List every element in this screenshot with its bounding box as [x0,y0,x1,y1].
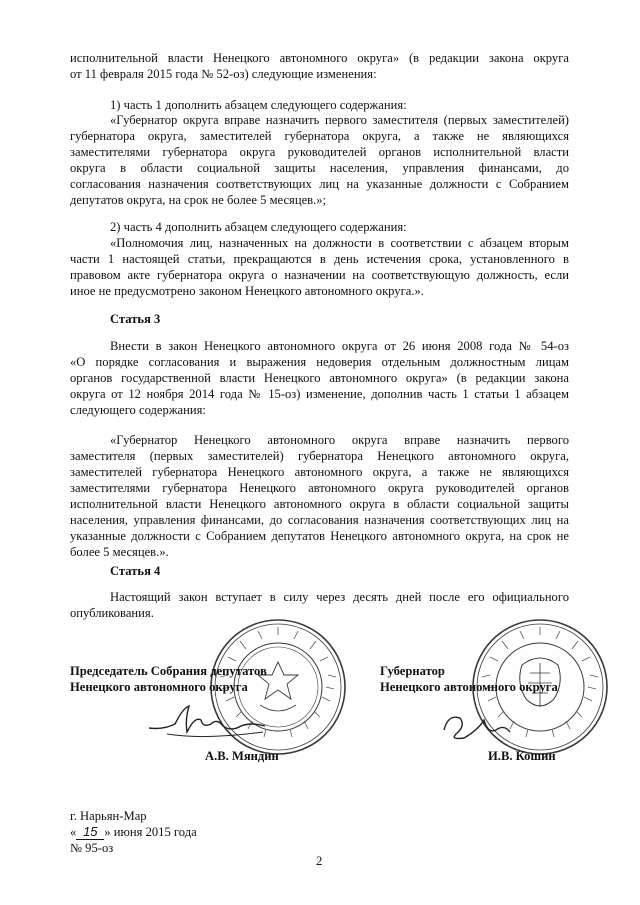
item1-line: депутатов округа, на срок не более 5 месяцев.»; [70,193,327,207]
left-signatory-name: А.В. Мяндин [205,749,279,763]
art3-quote-line: населения, управления финансами, до согласования назначения соответствующих лиц на [70,513,569,527]
item2-line: «Полномочия лиц, назначенных на должности в соответствии с абзацем вторым [110,236,569,250]
art3-line: органов государственной власти Ненецкого автономного округа» (в редакции закона [70,371,569,385]
item1-heading: 1) часть 1 дополнить абзацем следующего содержания: [110,98,407,112]
item1-line: заместителями губернатора округа руководителей органов исполнительной власти [70,145,569,159]
art3-line: «О порядке согласования и выражения недоверия отдельным должностным лицам [70,355,569,369]
item2-heading: 2) часть 4 дополнить абзацем следующего содержания: [110,220,407,234]
art3-quote-line: заместителями губернатора Ненецкого автономного округа руководителей органов [70,481,569,495]
item1-line: согласования назначения соответствующих лиц на указанные должности с Собранием [70,177,569,191]
art3-quote-line: заместителей губернатора Ненецкого автономного округа, а также не являющихся [70,465,569,479]
art3-line: Внести в закон Ненецкого автономного округа от 26 июня 2008 года № 54-оз [110,339,569,353]
art3-quote-line: более 5 месяцев.». [70,545,169,559]
art3-line: округа от 12 ноября 2014 года № 15-оз) изменение, дополнив часть 1 статьи 1 абзацем [70,387,569,401]
article-3-title: Статья 3 [110,312,161,326]
item2-line: правовом акте губернатора округа о назначении на соответствующую должность, если [70,268,569,282]
law-number: № 95-оз [70,841,114,855]
item1-line: округа в области социальной защиты населения, управления финансами, до [70,161,569,175]
article-4-title: Статья 4 [110,564,161,578]
right-signature [438,700,558,750]
place: г. Нарьян-Мар [70,809,147,823]
art3-quote-line: «Губернатор Ненецкого автономного округа вправе назначить первого [110,433,569,447]
left-signatory-title: Председатель Собрания депутатов [70,664,267,678]
art4-line: Настоящий закон вступает в силу через десять дней после его официального [110,590,569,604]
item2-line: части 1 настоящей статьи, прекращаются в день истечения срока, установленного в [70,252,569,266]
art3-quote-line: заместителя (первых заместителей) губернатора Ненецкого автономного округа, [70,449,569,463]
date-rest: » июня 2015 года [104,825,197,839]
right-signatory-org: Ненецкого автономного округа [380,680,558,694]
item1-line: «Губернатор округа вправе назначить первого заместителя (первых заместителей) [110,113,569,127]
item2-line: иное не предусмотрено законом Ненецкого автономного округа.». [70,284,424,298]
intro-line-2: от 11 февраля 2015 года № 52-оз) следующие изменения: [70,67,377,81]
date-open-quote: « [70,825,77,839]
date-day: 15 [76,825,104,840]
left-signature [145,696,285,746]
art3-quote-line: исполнительной власти Ненецкого автономного округа в области социальной защиты [70,497,569,511]
art3-quote-line: указанные должности с Собранием депутатов Ненецкого автономного округа, на срок не [70,529,569,543]
item1-line: губернатора округа, заместителей губернатора округа, а также не являющихся [70,129,569,143]
date-line [70,824,197,840]
right-signatory-title: Губернатор [380,664,445,678]
art3-line: следующего содержания: [70,403,206,417]
left-signatory-org: Ненецкого автономного округа [70,680,248,694]
art4-line: опубликования. [70,606,154,620]
page-number: 2 [316,854,323,868]
right-signatory-name: И.В. Кошин [488,749,556,763]
intro-line-1: исполнительной власти Ненецкого автономного округа» (в редакции закона округа [70,51,569,65]
